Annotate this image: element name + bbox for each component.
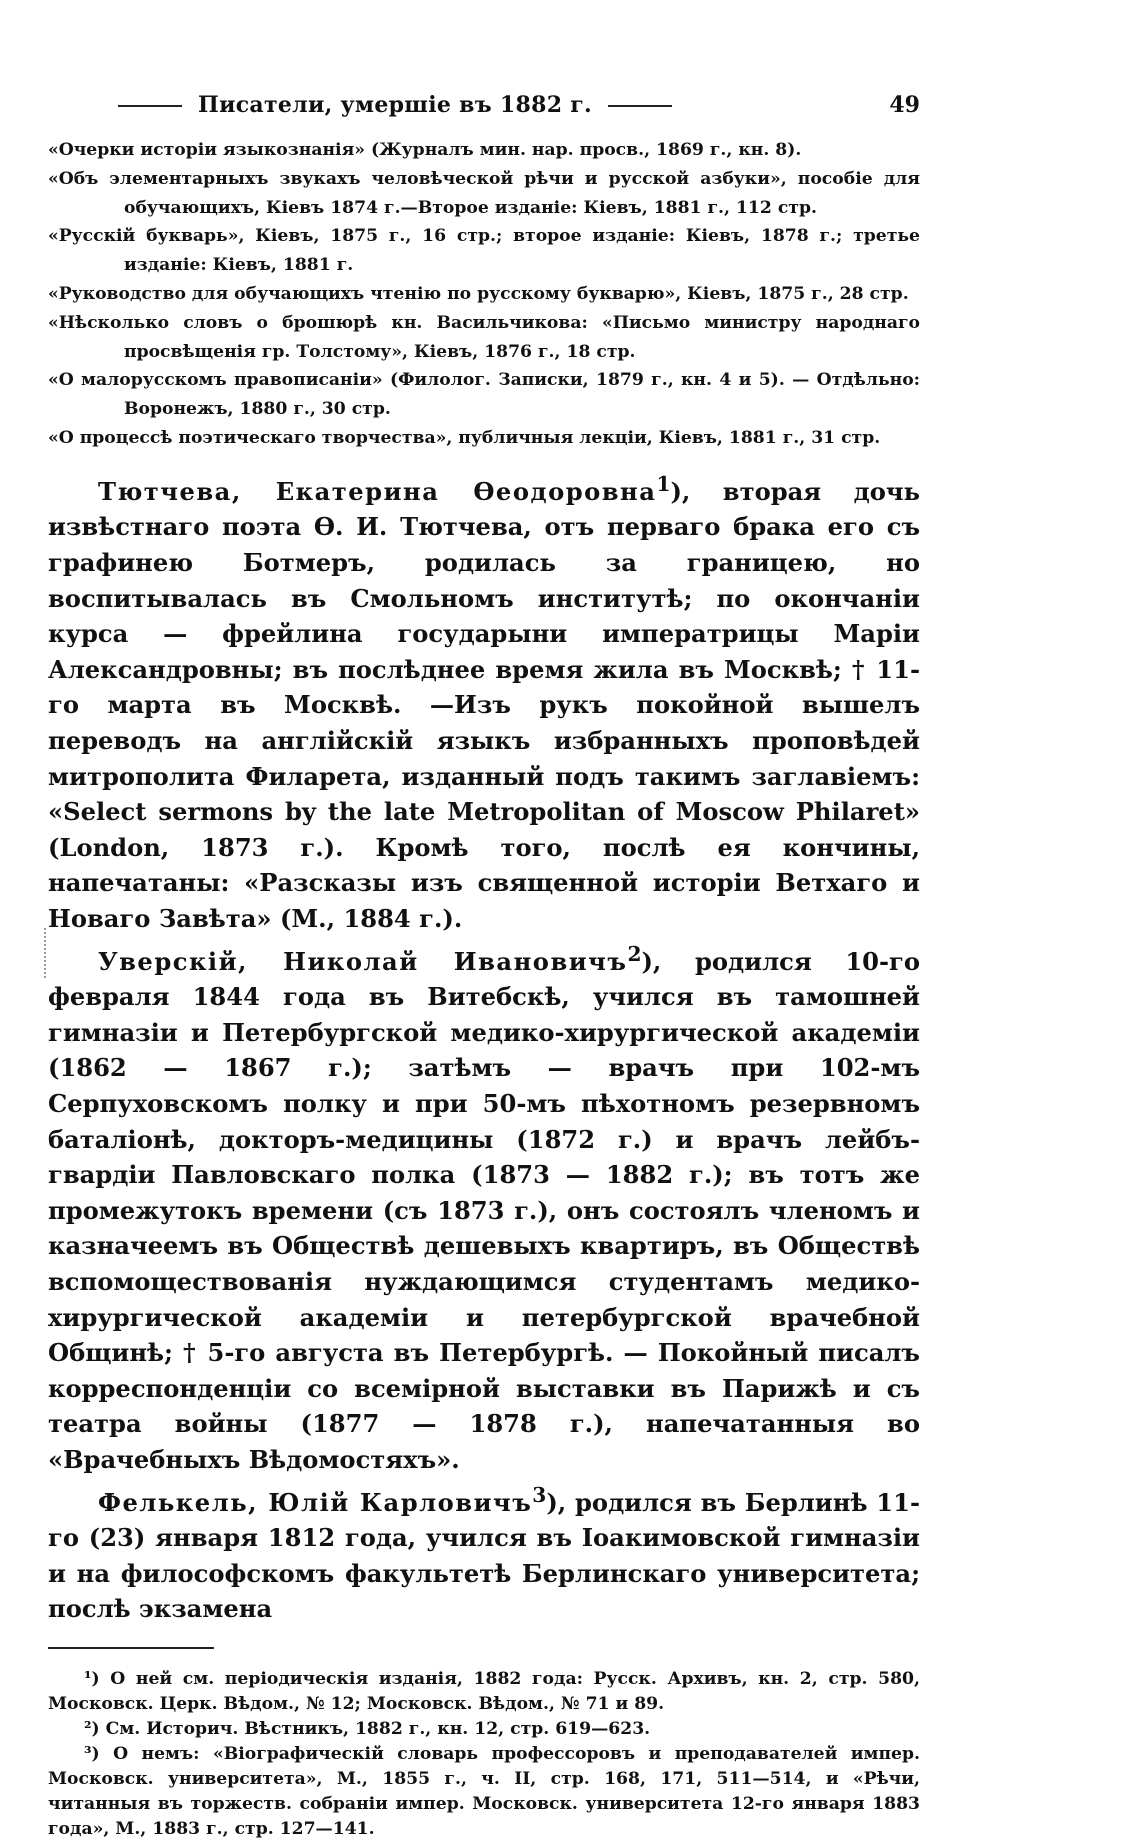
bibliography-entry: «Объ элементарныхъ звукахъ человѣческой рѣчи и русской азбуки», пособіе для обучающихъ, Кіевъ 1874 г.—Второе изданіе: Кіевъ, 1881 г., 112 стр. [48, 168, 920, 218]
entry-name: Фелькель, Юлій Карловичъ [98, 1487, 533, 1517]
bibliography-entry: «Русскій букварь», Кіевъ, 1875 г., 16 стр.; второе изданіе: Кіевъ, 1878 г.; третье изданіе: Кіевъ, 1881 г. [48, 226, 920, 276]
entry-text: ), родился въ Берлинѣ 11-го (23) января 1812 года, учился въ Іоакимовской гимназіи и на философскомъ факультетѣ Берлинскаго университета; послѣ экзамена [48, 1487, 920, 1624]
entry-text: ), вторая дочь извѣстнаго поэта Ѳ. И. Тютчева, отъ перваго брака его съ графинею Ботмеръ, родилась за границею, но воспитывалась въ Смольномъ институтѣ; по окончаніи курса — фрейлина государыни императрицы Маріи Александровны; въ послѣднее время жила въ Москвѣ; † 11-го марта въ Москвѣ. —Изъ рукъ покойной вышелъ переводъ на англійскій языкъ избранныхъ проповѣдей митрополита Филарета, изданный подъ такимъ заглавіемъ: «Select sermons by the late Metropolitan of Moscow Philaret» (London, 1873 г.). Кромѣ того, послѣ ея кончины, напечатаны: «Разсказы изъ священной исторіи Ветхаго и Новаго Завѣта» (М., 1884 г.). [48, 476, 920, 933]
footnote-ref: 1 [656, 471, 671, 496]
footnote: ¹) О ней см. періодическія изданія, 1882 года: Русск. Архивъ, кн. 2, стр. 580, Московск. Церк. Вѣдом., № 12; Московск. Вѣдом., № 71 и 89. [48, 1668, 920, 1714]
entry-text: ), родился 10-го февраля 1844 года въ Витебскѣ, учился въ тамошней гимназіи и Петербургской медико-хирургической академіи (1862 — 1867 г.); затѣмъ — врачъ при 102-мъ Серпуховскомъ полку и при 50-мъ пѣхотномъ резервномъ баталіонѣ, докторъ-медицины (1872 г.) и врачъ лейбъ-гвардіи Павловскаго полка (1873 — 1882 г.); въ тотъ же промежутокъ времени (съ 1873 г.), онъ состоялъ членомъ и казначеемъ въ Обществѣ дешевыхъ квартиръ, въ Обществѣ вспомоществованія нуждающимся студентамъ медико-хирургической академіи и петербургской врачебной Общинѣ; † 5-го августа въ Петербургѣ. — Покойный писалъ корреспонденціи со всемірной выставки въ Парижѣ и съ театра войны (1877 — 1878 г.), напечатанныя во «Врачебныхъ Вѣдомостяхъ». [48, 946, 920, 1474]
entry-felkel [48, 1478, 920, 1627]
entry-name: Тютчева, Екатерина Ѳеодоровна [98, 476, 657, 506]
footnote: ²) См. Историч. Вѣстникъ, 1882 г., кн. 12, стр. 619—623. [84, 1718, 651, 1739]
bibliography-entry: «О малорусскомъ правописаніи» (Филолог. Записки, 1879 г., кн. 4 и 5). — Отдѣльно: Воронежъ, 1880 г., 30 стр. [48, 370, 920, 420]
margin-mark [44, 928, 50, 978]
bibliography-entry: «Нѣсколько словъ о брошюрѣ кн. Васильчикова: «Письмо министру народнаго просвѣщенія гр. Толстому», Кіевъ, 1876 г., 18 стр. [48, 312, 920, 362]
bibliography-list [48, 136, 920, 453]
footnotes [48, 1667, 920, 1842]
entry-name: Уверскій, Николай Ивановичъ [98, 946, 628, 976]
bibliography-entry: «Очерки исторіи языкознанія» (Журналъ мин. нар. просв., 1869 г., кн. 8). [48, 140, 802, 160]
running-head-title: Писатели, умершіе въ 1882 г. [198, 92, 593, 118]
running-head [48, 86, 920, 126]
book-page [48, 86, 920, 1842]
footnote: ³) О немъ: «Віографическій словарь профессоровъ и преподавателей импер. Московск. университета», М., 1855 г., ч. II, стр. 168, 171, 511—514, и «Рѣчи, читанныя въ торжеств. собраніи импер. Московск. университета 12-го января 1883 года», М., 1883 г., стр. 127—141. [48, 1743, 920, 1839]
bibliography-entry: «Руководство для обучающихъ чтенію по русскому букварю», Кіевъ, 1875 г., 28 стр. [48, 283, 909, 304]
entry-tyutcheva [48, 467, 920, 937]
footnote-separator [48, 1647, 214, 1649]
main-text [48, 467, 920, 1627]
page-number: 49 [889, 92, 920, 118]
bibliography-entry: «О процессѣ поэтическаго творчества», публичныя лекціи, Кіевъ, 1881 г., 31 стр. [48, 427, 881, 448]
entry-uverskiy [48, 937, 920, 1478]
footnote-ref: 2 [627, 941, 642, 966]
footnote-ref: 3 [532, 1482, 547, 1507]
